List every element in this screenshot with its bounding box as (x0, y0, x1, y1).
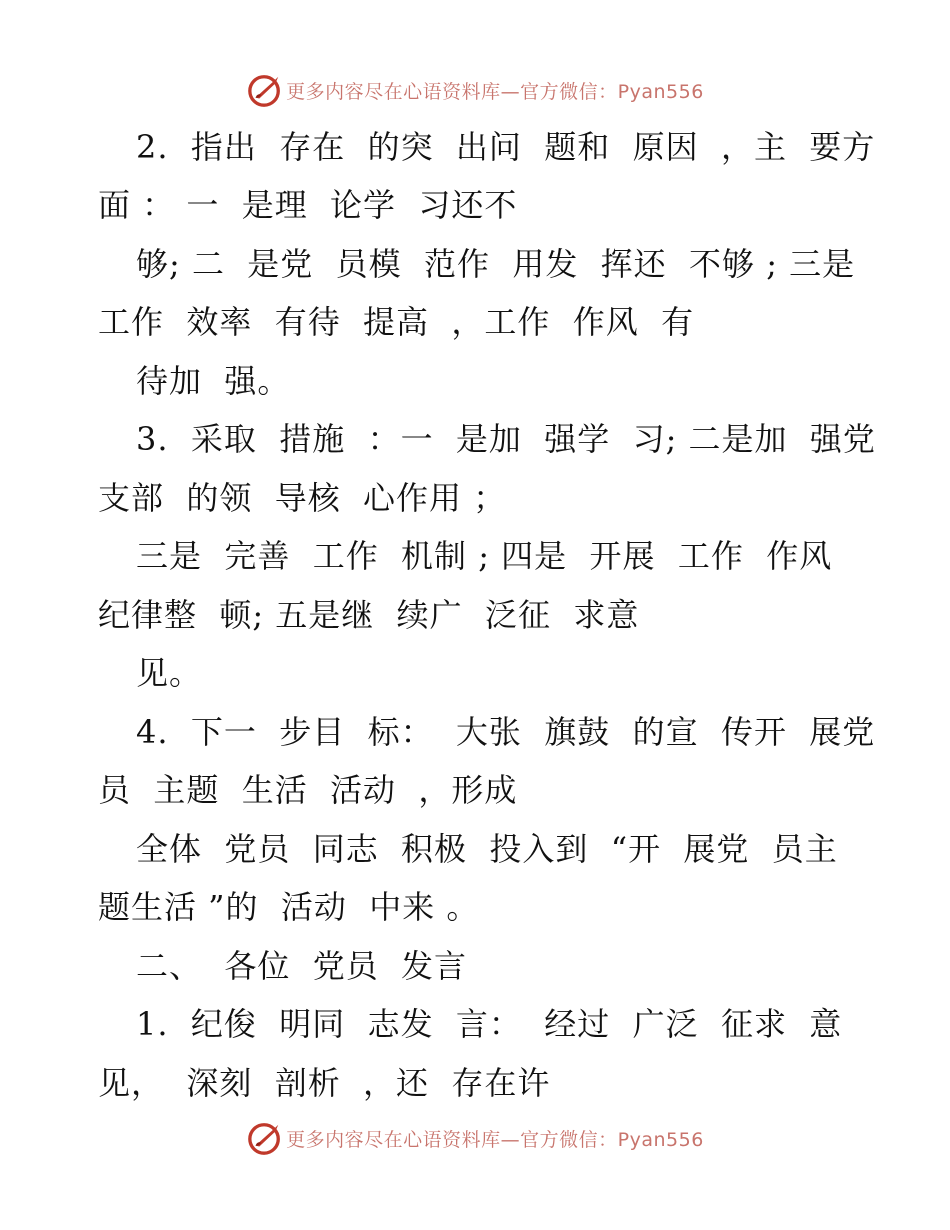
text-line: 见， 深刻 剖析 ，还 存在许 (98, 1064, 551, 1102)
text-line: 纪律整 顿; 五是继 续广 泛征 求意 (98, 596, 640, 634)
text-line: 三是 完善 工作 机制 ; 四是 开展 工作 作风 (136, 537, 833, 575)
watermark-text: 更多内容尽在心语资料库—官方微信：Pyan556 (286, 80, 704, 103)
watermark-text: 更多内容尽在心语资料库—官方微信：Pyan556 (286, 1128, 704, 1151)
text-line: 够; 二 是党 员模 范作 用发 挥还 不够 ; 三是 (136, 245, 856, 283)
text-line: 二、 各位 党员 发言 (136, 947, 468, 985)
text-line: 4. 下一 步目 标： 大张 旗鼓 的宣 传开 展党 (136, 713, 876, 751)
text-line: 2. 指出 存在 的突 出问 题和 原因 ，主 要方 (136, 128, 876, 166)
text-line: 3. 采取 措施 ：一 是加 强学 习; 二是加 强党 (136, 420, 876, 458)
text-line: 待加 强。 (136, 362, 291, 400)
text-line: 面 ： 一 是理 论学 习还不 (98, 186, 518, 224)
text-line: 员 主题 生活 活动 ，形成 (98, 771, 518, 809)
watermark-footer (0, 1118, 950, 1158)
text-line: 工作 效率 有待 提高 ，工作 作风 有 (98, 303, 695, 341)
text-line: 1. 纪俊 明同 志发 言： 经过 广泛 征求 意 (136, 1005, 843, 1043)
text-line: 见。 (136, 654, 203, 692)
text-line: 支部 的领 导核 心作用 ； (98, 479, 507, 517)
text-line: 题生活 ”的 活动 中来 。 (98, 888, 480, 926)
brush-logo-icon (246, 1120, 284, 1156)
text-line: 全体 党员 同志 积极 投入到 “开 展党 员主 (136, 830, 838, 868)
